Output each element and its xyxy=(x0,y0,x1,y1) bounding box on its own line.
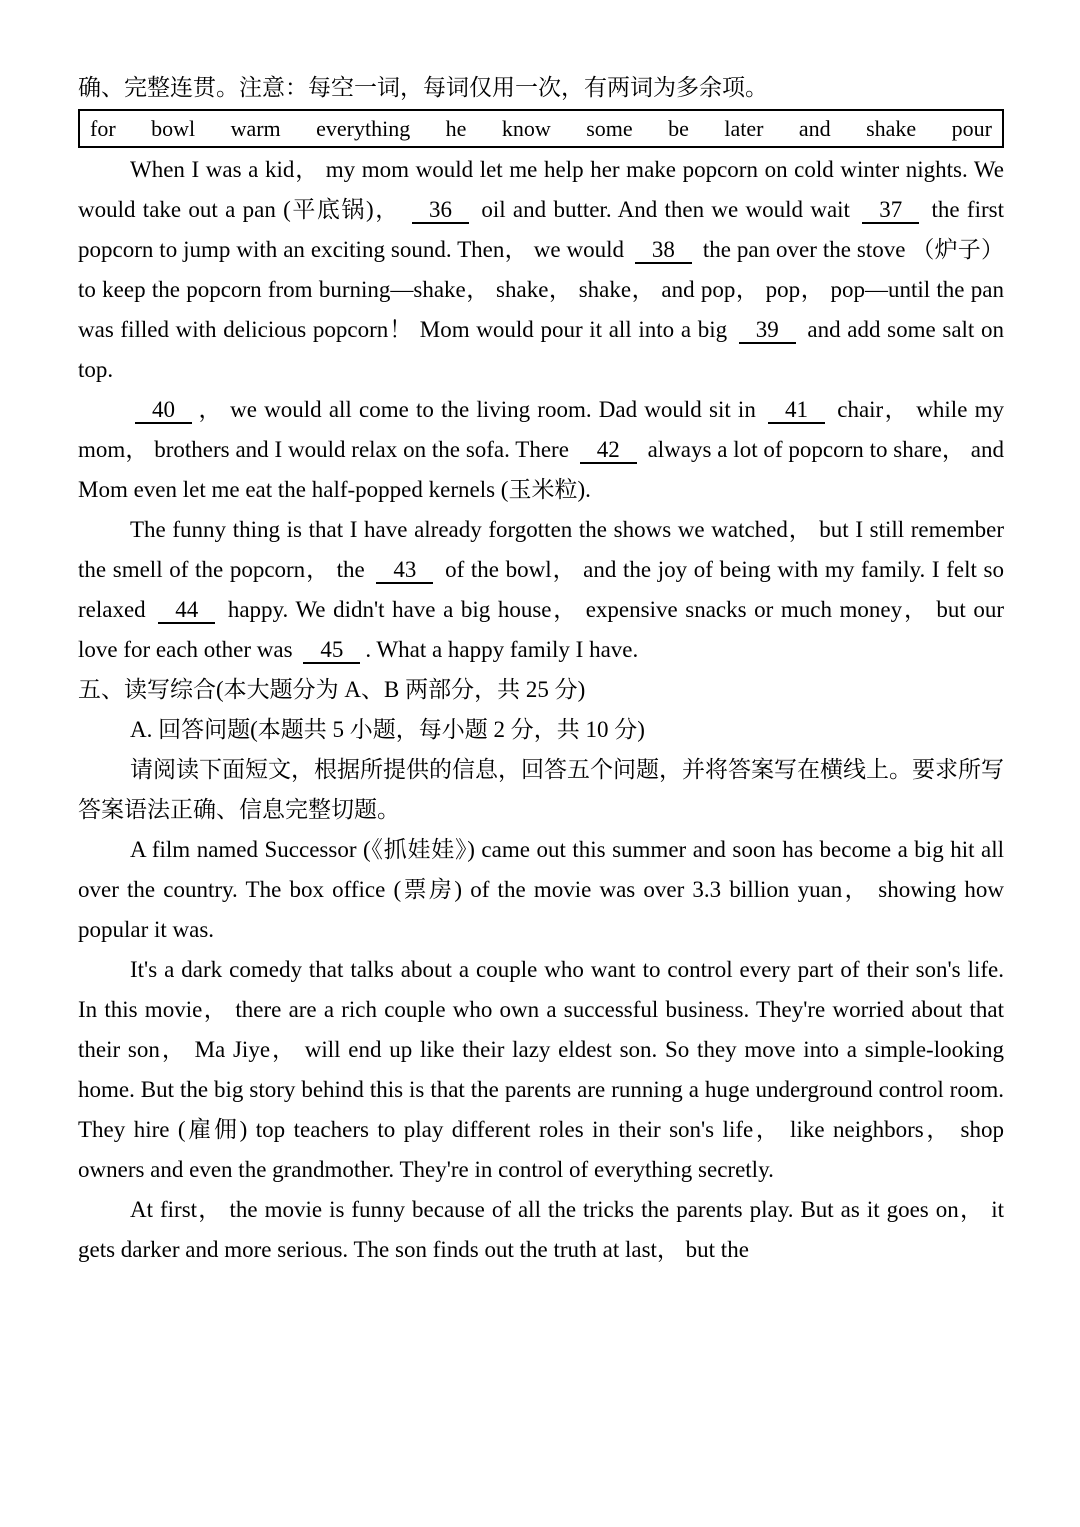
part-a-heading: A. 回答问题(本题共 5 小题，每小题 2 分，共 10 分) xyxy=(130,717,645,742)
cloze-paragraph: The funny thing is that I have already forgotten the shows we watched， but I still remember the smell of the popcorn， the 43 of the bowl， and the joy of being with my family. I felt so relaxed 44 happy. We didn't have a big house， expensive snacks or much money， but our love for each other was 45 . What a happy family I have. xyxy=(78,517,1004,662)
word-bank-item: later xyxy=(724,116,764,141)
cloze-blank: 42 xyxy=(580,437,637,464)
part-a-instructions: 请阅读下面短文，根据所提供的信息，回答五个问题，并将答案写在横线上。要求所写答案语法正确、信息完整切题。 xyxy=(78,757,1004,822)
cloze-blank: 43 xyxy=(376,557,433,584)
passage-paragraph: A film named Successor (《抓娃娃》) came out this summer and soon has become a big hit all over the country. The box office (票房) of the movie was over 3.3 billion yuan， showing how popular it was. xyxy=(78,837,1004,942)
cloze-paragraph: 40 ， we would all come to the living room. Dad would sit in 41 chair， while my mom， brothers and I would relax on the sofa. There 42 always a lot of popcorn to share， and Mom even let me eat the half-popped kernels (玉米粒). xyxy=(78,397,1004,502)
word-bank-item: warm xyxy=(230,116,281,141)
cloze-paragraph: When I was a kid， my mom would let me help her make popcorn on cold winter nights. We would take out a pan (平底锅)， 36 oil and butter. And then we would wait 37 the first popcorn to jump with an exciting sound. Then， we would 38 the pan over the stove （炉子） to keep the popcorn from burning—shake， shake， shake， and pop， pop， pop—until the pan was filled with delicious popcorn！ Mom would pour it all into a big 39 and add some salt on top. xyxy=(78,157,1004,382)
word-bank-item: shake xyxy=(866,116,917,141)
word-bank-item: he xyxy=(445,116,467,141)
cloze-blank: 44 xyxy=(158,597,215,624)
section-heading: 五、读写综合(本大题分为 A、B 两部分，共 25 分) xyxy=(78,677,586,702)
cloze-blank: 39 xyxy=(739,317,796,344)
passage-paragraph: It's a dark comedy that talks about a couple who want to control every part of their son's life. In this movie， there are a rich couple who own a successful business. They're worried about that their son， Ma Jiye， will end up like their lazy eldest son. So they move into a simple-looking home. But the big story behind this is that the parents are running a huge underground control room. They hire (雇佣) top teachers to play different roles in their son's life， like neighbors， shop owners and even the grandmother. They're in control of everything secretly. xyxy=(78,957,1004,1182)
cloze-blank: 41 xyxy=(768,397,825,424)
cloze-blank: 36 xyxy=(412,197,469,224)
word-bank-item: everything xyxy=(316,116,411,141)
instruction-line: 确、完整连贯。注意：每空一词，每词仅用一次，有两词为多余项。 xyxy=(78,75,768,100)
cloze-blank: 45 xyxy=(303,637,360,664)
word-bank-item: some xyxy=(586,116,633,141)
word-bank-item: know xyxy=(501,116,551,141)
word-bank-item: pour xyxy=(951,116,992,141)
word-bank-item: be xyxy=(668,116,689,141)
cloze-blank: 40 xyxy=(135,397,192,424)
word-bank-item: bowl xyxy=(151,116,196,141)
reading-passage xyxy=(78,830,1004,1270)
passage-paragraph: At first， the movie is funny because of all the tricks the parents play. But as it goes on， it gets darker and more serious. The son finds out the truth at last， but the xyxy=(78,1197,1004,1262)
word-bank-box xyxy=(78,109,1004,148)
cloze-passage xyxy=(78,150,1004,670)
cloze-blank: 38 xyxy=(635,237,692,264)
cloze-blank: 37 xyxy=(862,197,919,224)
word-bank-item: and xyxy=(798,116,831,141)
word-bank-item: for xyxy=(90,116,116,141)
